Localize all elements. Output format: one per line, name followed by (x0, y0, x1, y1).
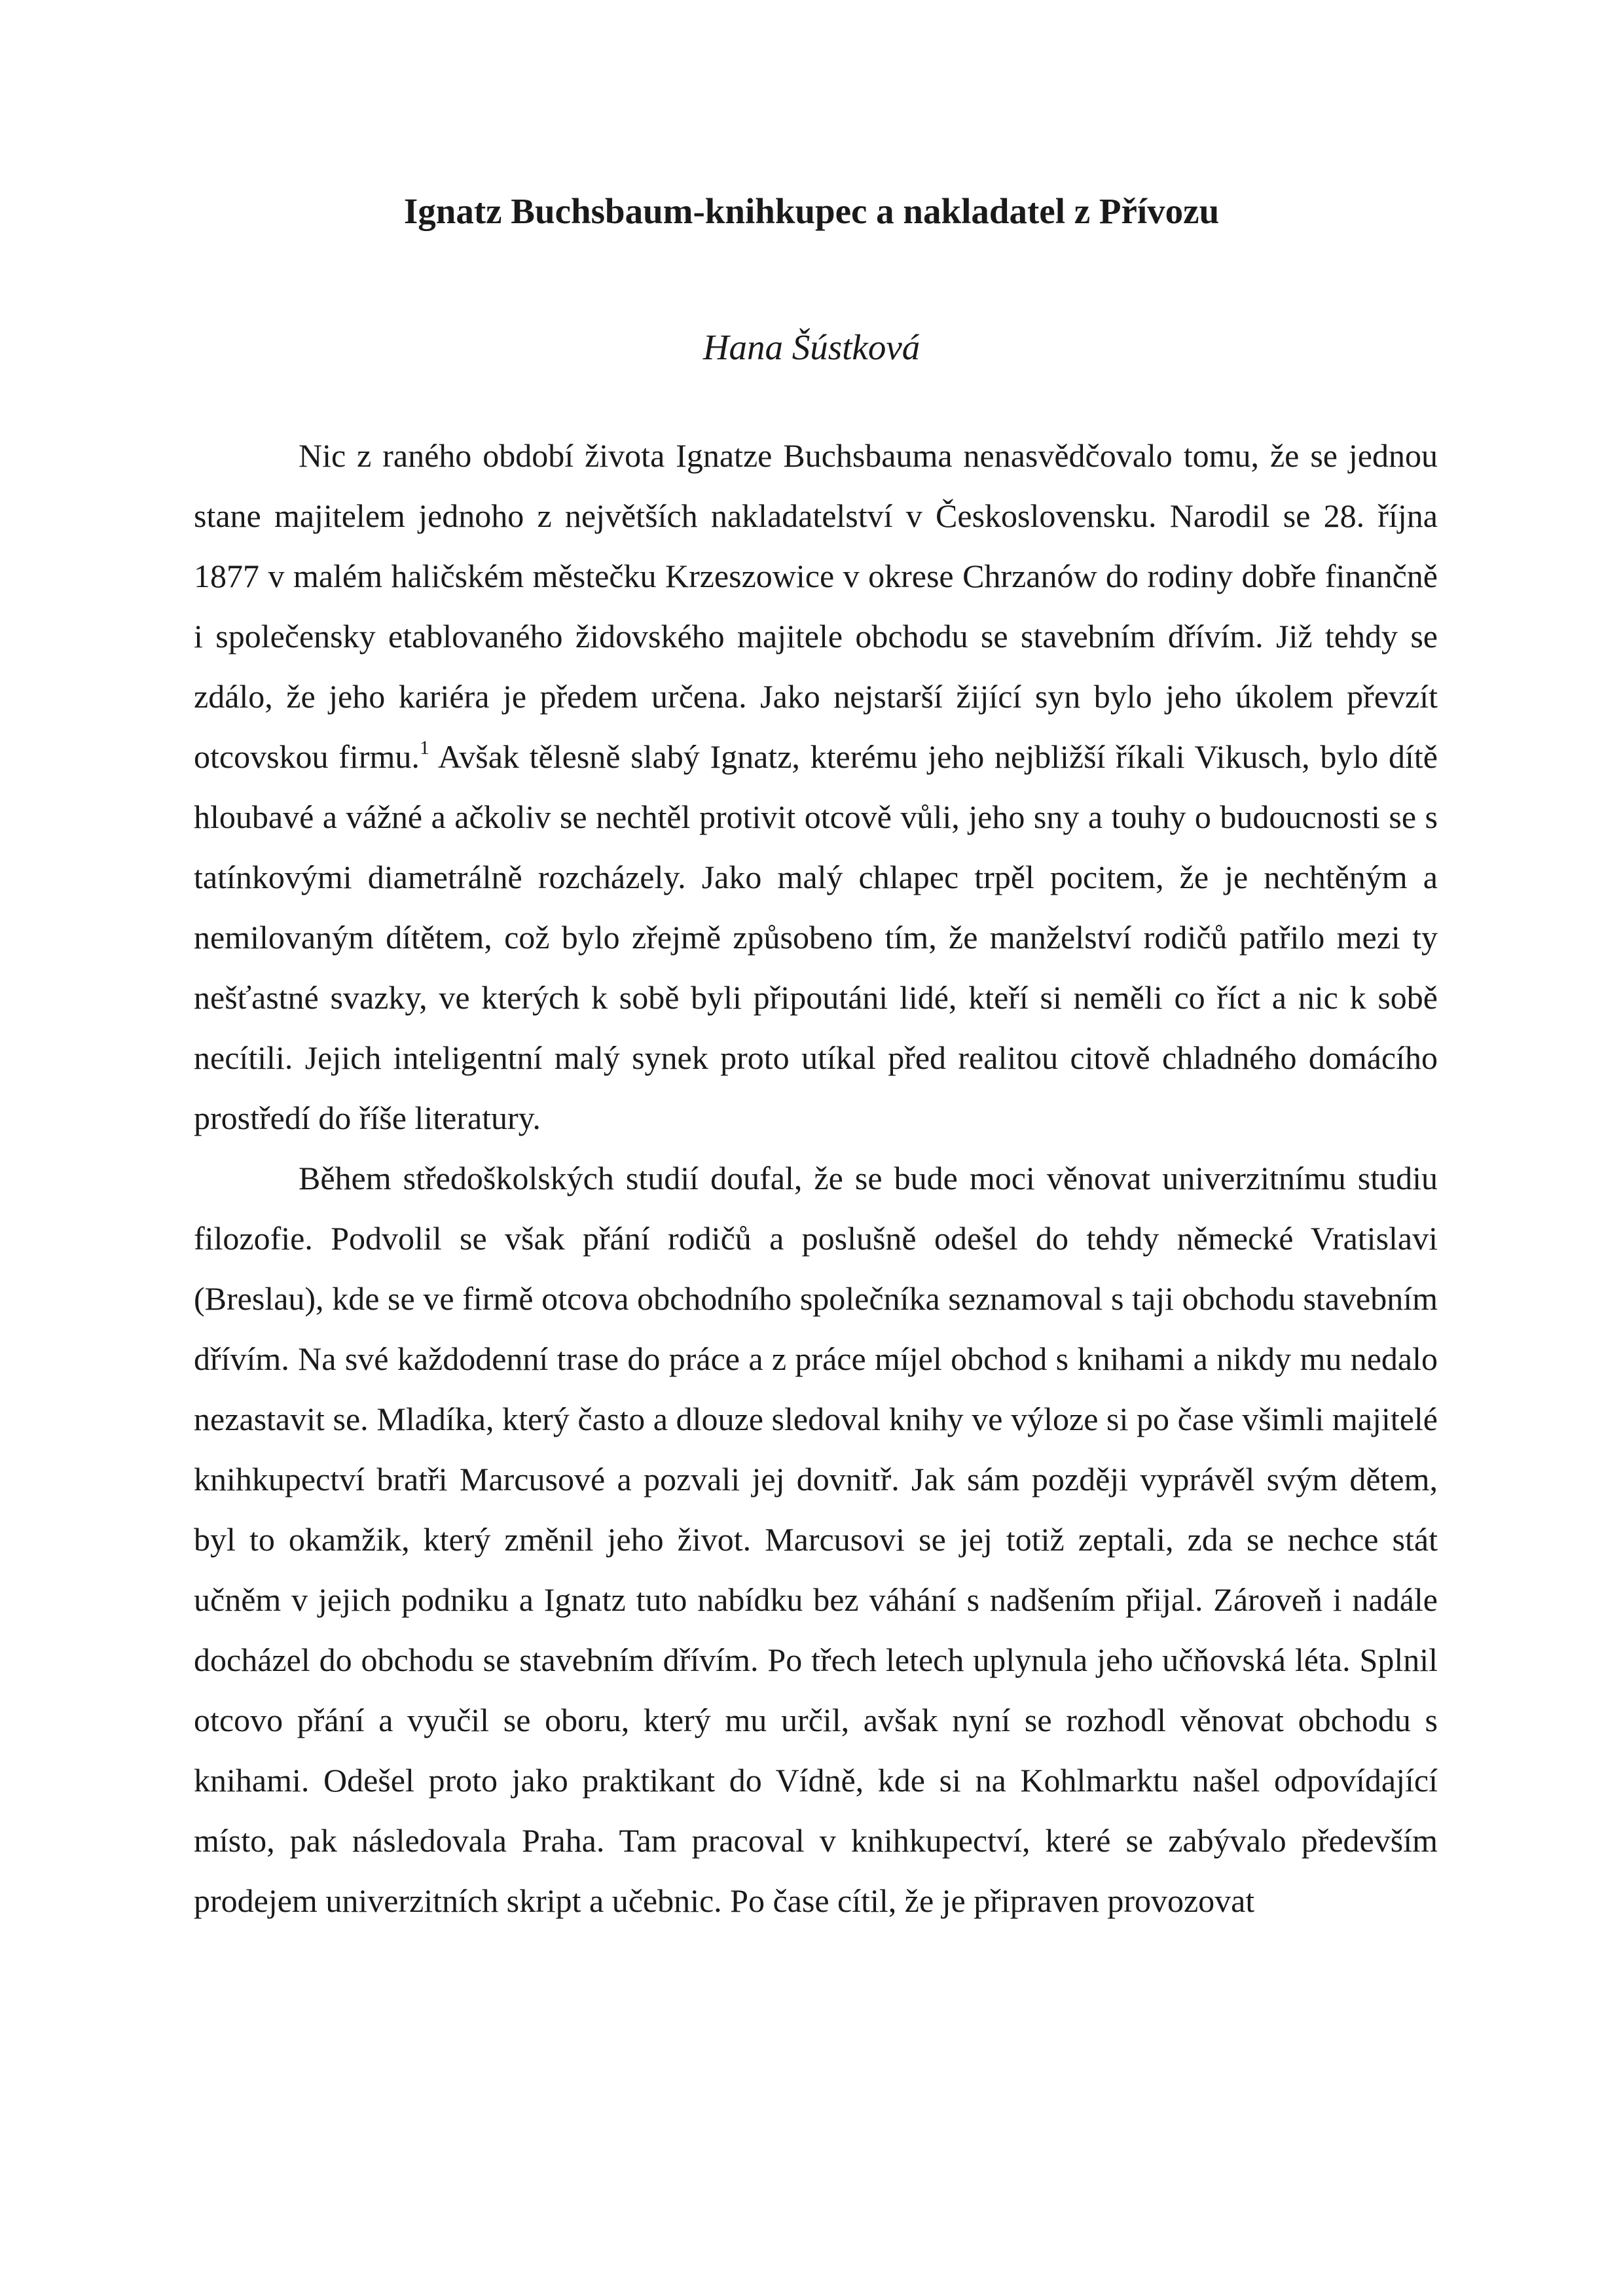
paragraph: Během středoškolských studií doufal, že se bude moci věnovat univerzitnímu studiu filozofie. Podvolil se však přání rodičů a poslušně odešel do tehdy německé Vratislavi (Breslau), kde se ve firmě otcova obchodního společníka seznamoval s taji obchodu stavebním dřívím. Na své každodenní trase do práce a z práce míjel obchod s knihami a nikdy mu nedalo nezastavit se. Mladíka, který často a dlouze sledoval knihy ve výloze si po čase všimli majitelé knihkupectví bratři Marcusové a pozvali jej dovnitř. Jak sám později vyprávěl svým dětem, byl to okamžik, který změnil jeho život. Marcusovi se jej totiž zeptali, zda se nechce stát učněm v jejich podniku a Ignatz tuto nabídku bez váhání s nadšením přijal. Zároveň i nadále docházel do obchodu se stavebním dřívím. Po třech letech uplynula jeho učňovská léta. Splnil otcovo přání a vyučil se oboru, který mu určil, avšak nyní se rozhodl věnovat obchodu s knihami. Odešel proto jako praktikant do Vídně, kde si na Kohlmarktu našel odpovídající místo, pak následovala Praha. Tam pracoval v knihkupectví, které se zabývalo především prodejem univerzitních skript a učebnic. Po čase cítil, že je připraven provozovat (194, 1160, 1438, 1919)
paragraph-text: Nic z raného období života Ignatze Buchsbauma nenasvědčovalo tomu, že se jednou stane majitelem jednoho z největších nakladatelství v Československu. Narodil se 28. října 1877 v malém haličském městečku Krzeszowice v okrese Chrzanów do rodiny dobře finančně i společensky etablovaného židovského majitele obchodu se stavebním dřívím. Již tehdy se zdálo, že jeho kariéra je předem určena. Jako nejstarší žijící syn bylo jeho úkolem převzít otcovskou firmu. (194, 437, 1438, 775)
document-title: Ignatz Buchsbaum-knihkupec a nakladatel z Přívozu (403, 191, 1220, 231)
paragraph-text: Avšak tělesně slabý Ignatz, kterému jeho nejbližší říkali Vikusch, bylo dítě hloubavé a vážné a ačkoliv se nechtěl protivit otcově vůli, jeho sny a touhy o budoucnosti se s tatínkovými diametrálně rozcházely. Jako malý chlapec trpěl pocitem, že je nechtěným a nemilovaným dítětem, což bylo zřejmě způsobeno tím, že manželství rodičů patřilo mezi ty nešťastné svazky, ve kterých k sobě byli připoutáni lidé, kteří si neměli co říct a nic k sobě necítili. Jejich inteligentní malý synek proto utíkal před realitou citově chladného domácího prostředí do říše literatury. (194, 738, 1438, 1136)
footnote-marker[interactable]: 1 (419, 737, 429, 759)
document-body (194, 425, 1438, 1931)
author-name: Hana Šústková (702, 327, 921, 367)
paragraph (194, 425, 1438, 1148)
